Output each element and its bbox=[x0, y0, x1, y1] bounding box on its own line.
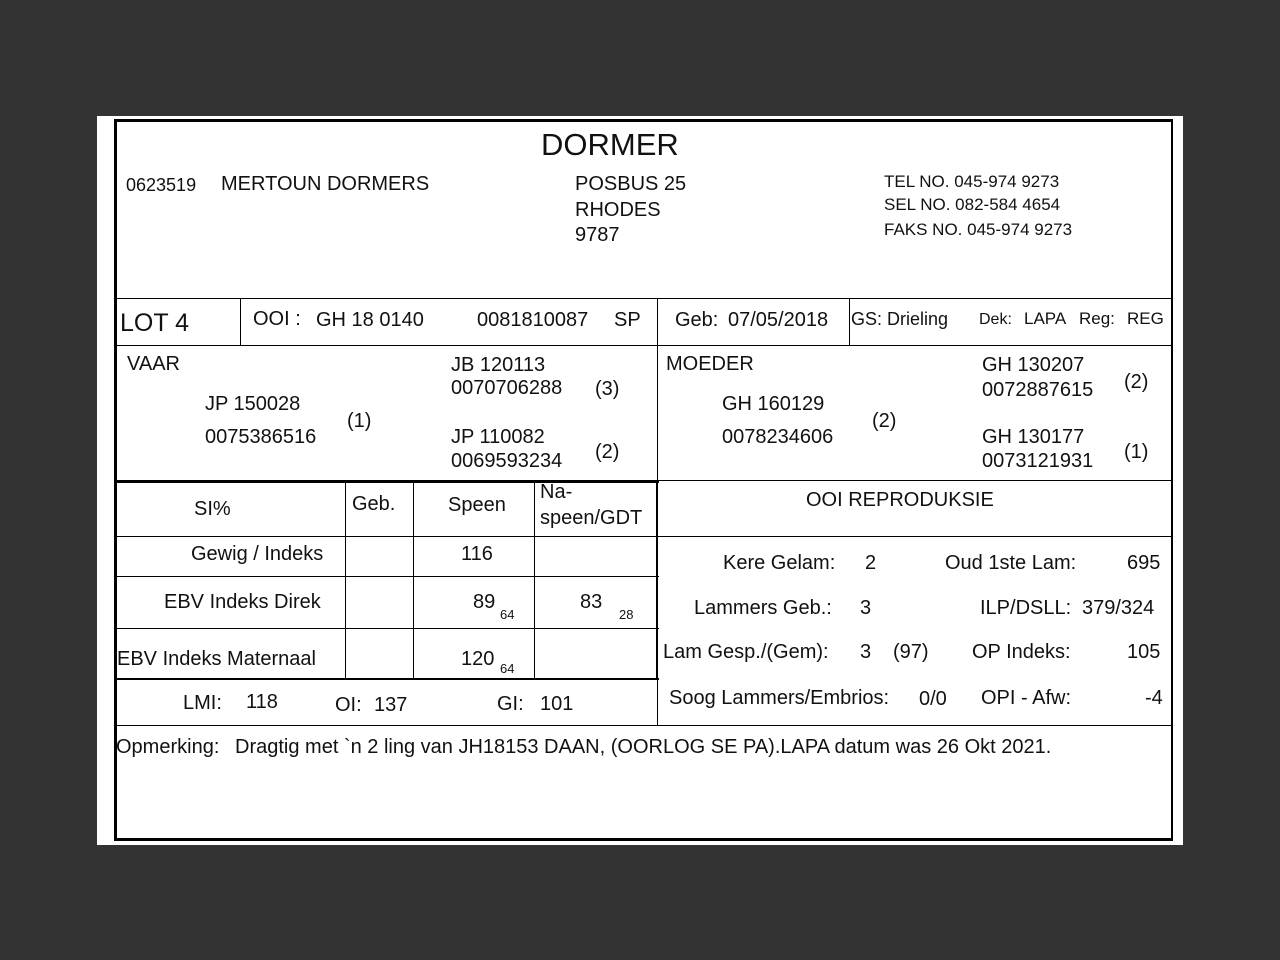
moeder-dam-count: (1) bbox=[1124, 441, 1149, 463]
row-label-maternaal: EBV Indeks Maternaal bbox=[117, 648, 316, 670]
vaar-sire-reg: 0070706288 bbox=[451, 377, 563, 399]
gi-value: 101 bbox=[540, 693, 574, 715]
lot-label: LOT 4 bbox=[120, 309, 190, 337]
divider bbox=[115, 481, 659, 483]
divider bbox=[240, 298, 241, 345]
vaar-dam-count: (2) bbox=[595, 441, 620, 463]
gesp-value: 3 bbox=[860, 641, 872, 663]
divider bbox=[656, 480, 658, 679]
divider bbox=[115, 628, 659, 629]
breeder-name: MERTOUN DORMERS bbox=[221, 173, 430, 195]
reproduction-title: OOI REPRODUKSIE bbox=[806, 489, 994, 511]
remarks-text: Dragtig met `n 2 ling van JH18153 DAAN, (OORLOG SE PA).LAPA datum was 26 Okt 2021. bbox=[235, 736, 1052, 758]
ilp-value: 379/324 bbox=[1082, 597, 1155, 619]
gesp-label: Lam Gesp./(Gem): bbox=[663, 641, 829, 663]
geb-label: Geb: bbox=[675, 309, 719, 331]
vaar-dam-reg: 0069593234 bbox=[451, 450, 563, 472]
moeder-sire-reg: 0072887615 bbox=[982, 379, 1094, 401]
soog-label: Soog Lammers/Embrios: bbox=[669, 687, 890, 709]
naspeen-direk-value: 83 bbox=[580, 591, 603, 613]
divider bbox=[115, 576, 659, 577]
moeder-sire-count: (2) bbox=[1124, 371, 1149, 393]
oud-value: 695 bbox=[1127, 552, 1161, 574]
gesp-gem: (97) bbox=[893, 641, 929, 663]
ooi-id: GH 18 0140 bbox=[316, 309, 424, 331]
divider bbox=[115, 678, 659, 680]
moeder-dam-id: GH 130177 bbox=[982, 426, 1085, 448]
divider bbox=[115, 536, 1172, 537]
soog-value: 0/0 bbox=[919, 688, 947, 710]
speen-direk-accuracy: 64 bbox=[500, 607, 515, 622]
divider bbox=[115, 725, 1172, 726]
speen-direk-value: 89 bbox=[473, 591, 496, 613]
geb-date: 07/05/2018 bbox=[728, 309, 829, 331]
oi-label: OI: bbox=[335, 694, 362, 716]
divider bbox=[345, 480, 346, 678]
moeder-label: MOEDER bbox=[666, 353, 754, 375]
op-label: OP Indeks: bbox=[972, 641, 1071, 663]
lot-card bbox=[97, 116, 1183, 845]
col-header-naspeen: speen/GDT bbox=[540, 507, 643, 529]
dek-label: Dek: bbox=[979, 311, 1012, 328]
divider bbox=[115, 298, 1172, 299]
gi-label: GI: bbox=[497, 693, 524, 715]
col-header-speen: Speen bbox=[448, 494, 506, 516]
vaar-id: JP 150028 bbox=[205, 393, 301, 415]
vaar-sire-id: JB 120113 bbox=[451, 354, 546, 376]
divider bbox=[534, 480, 535, 678]
ilp-label: ILP/DSLL: bbox=[980, 597, 1072, 619]
divider bbox=[849, 298, 850, 345]
lmi-label: LMI: bbox=[183, 692, 222, 714]
moeder-dam-reg: 0073121931 bbox=[982, 450, 1094, 472]
lammers-label: Lammers Geb.: bbox=[694, 597, 832, 619]
faks-number: FAKS NO. 045-974 9273 bbox=[884, 220, 1073, 239]
row-label-gewig: Gewig / Indeks bbox=[191, 543, 324, 565]
naspeen-direk-accuracy: 28 bbox=[619, 607, 634, 622]
breeder-code: 0623519 bbox=[126, 175, 197, 195]
reg-number: 0081810087 bbox=[477, 309, 589, 331]
vaar-reg: 0075386516 bbox=[205, 426, 317, 448]
kere-value: 2 bbox=[865, 552, 877, 574]
breed-title: DORMER bbox=[541, 127, 679, 162]
address-line: POSBUS 25 bbox=[575, 173, 687, 195]
ooi-label: OOI : bbox=[253, 308, 301, 330]
oud-label: Oud 1ste Lam: bbox=[945, 552, 1077, 574]
speen-maternaal-value: 120 bbox=[461, 648, 495, 670]
col-header-geb: Geb. bbox=[352, 493, 396, 515]
grade: SP bbox=[614, 309, 641, 331]
moeder-id: GH 160129 bbox=[722, 393, 825, 415]
op-value: 105 bbox=[1127, 641, 1161, 663]
remarks-label: Opmerking: bbox=[116, 736, 220, 758]
sel-number: SEL NO. 082-584 4654 bbox=[884, 195, 1061, 214]
reg-label: Reg: bbox=[1079, 309, 1115, 328]
vaar-sire-count: (3) bbox=[595, 378, 620, 400]
vaar-count: (1) bbox=[347, 410, 372, 432]
divider bbox=[115, 345, 1172, 346]
moeder-reg: 0078234606 bbox=[722, 426, 834, 448]
divider bbox=[413, 480, 414, 678]
lammers-value: 3 bbox=[860, 597, 872, 619]
row-label-direk: EBV Indeks Direk bbox=[164, 591, 321, 613]
vaar-dam-id: JP 110082 bbox=[451, 426, 545, 448]
speen-gewig-value: 116 bbox=[461, 543, 493, 565]
opi-value: -4 bbox=[1145, 687, 1163, 709]
oi-value: 137 bbox=[374, 694, 408, 716]
tel-number: TEL NO. 045-974 9273 bbox=[884, 172, 1060, 191]
reg-value: REG bbox=[1127, 309, 1164, 328]
vaar-label: VAAR bbox=[127, 353, 180, 375]
gs-value: GS: Drieling bbox=[851, 309, 949, 329]
dek-value: LAPA bbox=[1024, 309, 1067, 328]
kere-label: Kere Gelam: bbox=[723, 552, 836, 574]
moeder-count: (2) bbox=[872, 410, 897, 432]
lmi-value: 118 bbox=[246, 691, 278, 713]
speen-maternaal-accuracy: 64 bbox=[500, 661, 515, 676]
opi-label: OPI - Afw: bbox=[981, 687, 1072, 709]
col-header-si: SI% bbox=[194, 498, 231, 520]
address-line: RHODES bbox=[575, 199, 661, 221]
col-header-naspeen: Na- bbox=[540, 481, 573, 503]
moeder-sire-id: GH 130207 bbox=[982, 354, 1085, 376]
address-line: 9787 bbox=[575, 224, 620, 246]
